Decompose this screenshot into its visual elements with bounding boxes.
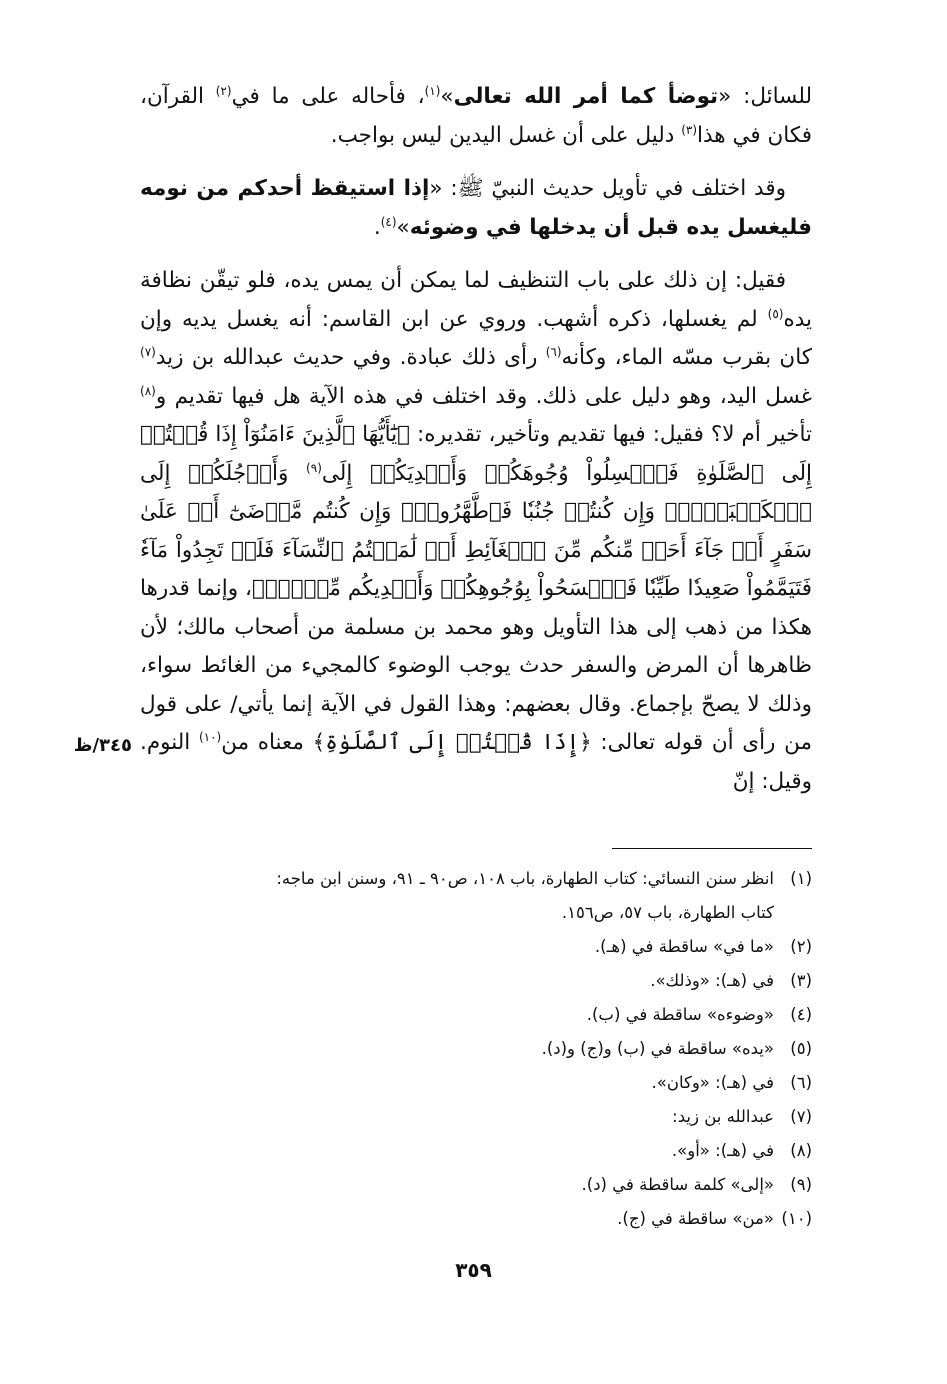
footnote-text: «ما في» ساقطة في (هـ).: [594, 937, 774, 956]
text-segment: ، وإنما قدرها هكذا من ذهب إلى هذا التأويل وهو محمد بن مسلمة من أصحاب مالك؛ لأن ظاهرها أن المرض والسفر حدث يوجب الوضوء كالمجيء من الغائط سواء، وذلك لا يصحّ بإجماع. وقال بعضهم: وهذا القول في الآية إنما يأتي/ على قول من رأى أن قوله تعالى:: [140, 576, 812, 755]
footnote-text: في (هـ): «أو».: [671, 1141, 774, 1160]
footnote-ref: (٥): [767, 306, 784, 321]
footnote-ref: (٤): [380, 214, 397, 229]
footnote-item: [140, 862, 812, 896]
paragraph-1: [140, 78, 812, 155]
footnote-item: [140, 998, 812, 1032]
text-segment: وقد اختلف في تأويل حديث النبيّ ﷺ: «: [429, 176, 787, 201]
footnote-number: (٣): [790, 971, 812, 990]
text-segment: فقيل: إن ذلك على باب التنظيف لما يمكن أن يمس يده، فلو تيقّن نظافة يده: [140, 268, 812, 332]
footnote-item: [140, 1168, 812, 1202]
footnote-number: (٩): [790, 1175, 812, 1194]
footnote-number: (٢): [790, 937, 812, 956]
footnote-number: (٦): [790, 1073, 812, 1092]
footnote-ref: (٦): [545, 344, 562, 359]
text-segment: دليل على أن غسل اليدين ليس بواجب.: [330, 122, 682, 148]
footnote-item: [140, 964, 812, 998]
quran-verse: ﴿إِذَا قُمۡتُمۡ إِلَى ٱلصَّلَوٰةِ﴾: [312, 730, 592, 755]
page-number: ٣٥٩: [455, 1258, 492, 1282]
footnote-number: (١٠): [781, 1209, 812, 1228]
footnotes: [140, 862, 812, 1236]
footnote-text: «من» ساقطة في (ج).: [617, 1209, 774, 1228]
hadith-quote: توضأ كما أمر الله تعالى: [453, 84, 719, 109]
text-segment: القرآن، فكان في هذا: [140, 84, 812, 148]
footnote-text: «وضوءه» ساقطة في (ب).: [586, 1005, 774, 1024]
main-text: [140, 78, 812, 816]
footnote-number: (٨): [790, 1141, 812, 1160]
quran-verse: ﴿يَٰٓأَيُّهَا ٱلَّذِينَ ءَامَنُوٓاْ إِذَا قُمۡتُمۡ إِلَى ٱلصَّلَوٰةِ فَٱغۡسِلُواْ وُجُوهَكُمۡ وَأَيۡدِيَكُمۡ إِلَى: [140, 422, 812, 486]
paragraph-3: [140, 262, 812, 801]
footnote-ref: (٧): [140, 344, 156, 359]
text-segment: رأى ذلك عبادة. وفي حديث عبدالله بن زيد: [155, 345, 546, 370]
footnote-ref: (١): [424, 83, 441, 98]
footnote-text: عبدالله بن زيد:: [672, 1107, 774, 1126]
text-segment: معناه من: [221, 730, 313, 755]
text-segment: لم يغسلها، ذكره أشهب. وروي عن ابن القاسم: أنه يغسل يديه وإن كان بقرب مسّه الماء، وكأنه: [140, 306, 812, 370]
paragraph-2: [140, 170, 812, 247]
footnote-ref: (٩): [306, 460, 322, 475]
text-segment: غسل اليد، وهو دليل على ذلك. وقد اختلف في هذه الآية هل فيها تقديم و: [155, 383, 812, 409]
quran-verse: وَأَرۡجُلَكُمۡ إِلَى ٱلۡكَعۡبَيۡنِۚ وَإِن كُنتُمۡ جُنُبٗا فَٱطَّهَّرُواْۚ وَإِن كُنتُم مَّرۡضَىٰٓ أَوۡ عَلَىٰ سَفَرٍ أَوۡ جَآءَ أَحَدٞ مِّنكُم مِّنَ ٱلۡغَآئِطِ أَوۡ لَٰمَسۡتُمُ ٱلنِّسَآءَ فَلَمۡ تَجِدُواْ مَآءٗ فَتَيَمَّمُواْ صَعِيدٗا طَيِّبٗا فَٱمۡسَحُواْ بِوُجُوهِكُمۡ وَأَيۡدِيكُم مِّنۡهُۚ﴾: [140, 460, 812, 601]
hadith-quote: إذا استيقظ أحدكم من نومه فليغسل يده قبل أن يدخلها في وضوئه: [140, 176, 812, 240]
footnote-ref: (٨): [140, 383, 156, 398]
footnote-ref: (١٠): [198, 729, 222, 744]
text-segment: تأخير أم لا؟ فقيل: فيها تقديم وتأخير، تقديره:: [410, 422, 812, 447]
text-segment: للسائل: «: [718, 84, 812, 109]
footnote-text: «يده» ساقطة في (ب) و(ج) و(د).: [541, 1039, 774, 1058]
footnote-item: [140, 1032, 812, 1066]
text-segment: »: [396, 214, 410, 240]
footnote-text: في (هـ): «وذلك».: [650, 971, 774, 990]
footnote-number: (٧): [790, 1107, 812, 1126]
footnote-ref: (٣): [681, 122, 698, 137]
text-segment: .: [373, 214, 381, 240]
footnote-number: (٥): [790, 1039, 812, 1058]
footnote-item: [140, 1202, 812, 1236]
text-segment: »: [440, 84, 454, 109]
text-segment: ، فأحاله على ما في: [231, 84, 425, 109]
manuscript-folio-note: ٣٤٥/ظ: [73, 735, 132, 756]
footnote-number: (٤): [790, 1005, 812, 1024]
footnote-continuation: كتاب الطهارة، باب ٥٧، ص١٥٦.: [561, 903, 774, 922]
footnote-text: «إلى» كلمة ساقطة في (د).: [581, 1175, 774, 1194]
footnote-item: [140, 930, 812, 964]
footnote-text: في (هـ): «وكان».: [651, 1073, 774, 1092]
footnote-separator: [612, 848, 812, 849]
footnote-number: (١): [790, 869, 812, 888]
footnote-text: انظر سنن النسائي: كتاب الطهارة، باب ١٠٨، ص٩٠ ـ ٩١، وسنن ابن ماجه:: [276, 869, 774, 888]
footnote-item: [140, 1066, 812, 1100]
footnote-ref: (٢): [215, 83, 232, 98]
footnote-item: [140, 1100, 812, 1134]
footnote-item: [140, 1134, 812, 1168]
text-segment: النوم. وقيل: إنّ: [140, 730, 812, 794]
